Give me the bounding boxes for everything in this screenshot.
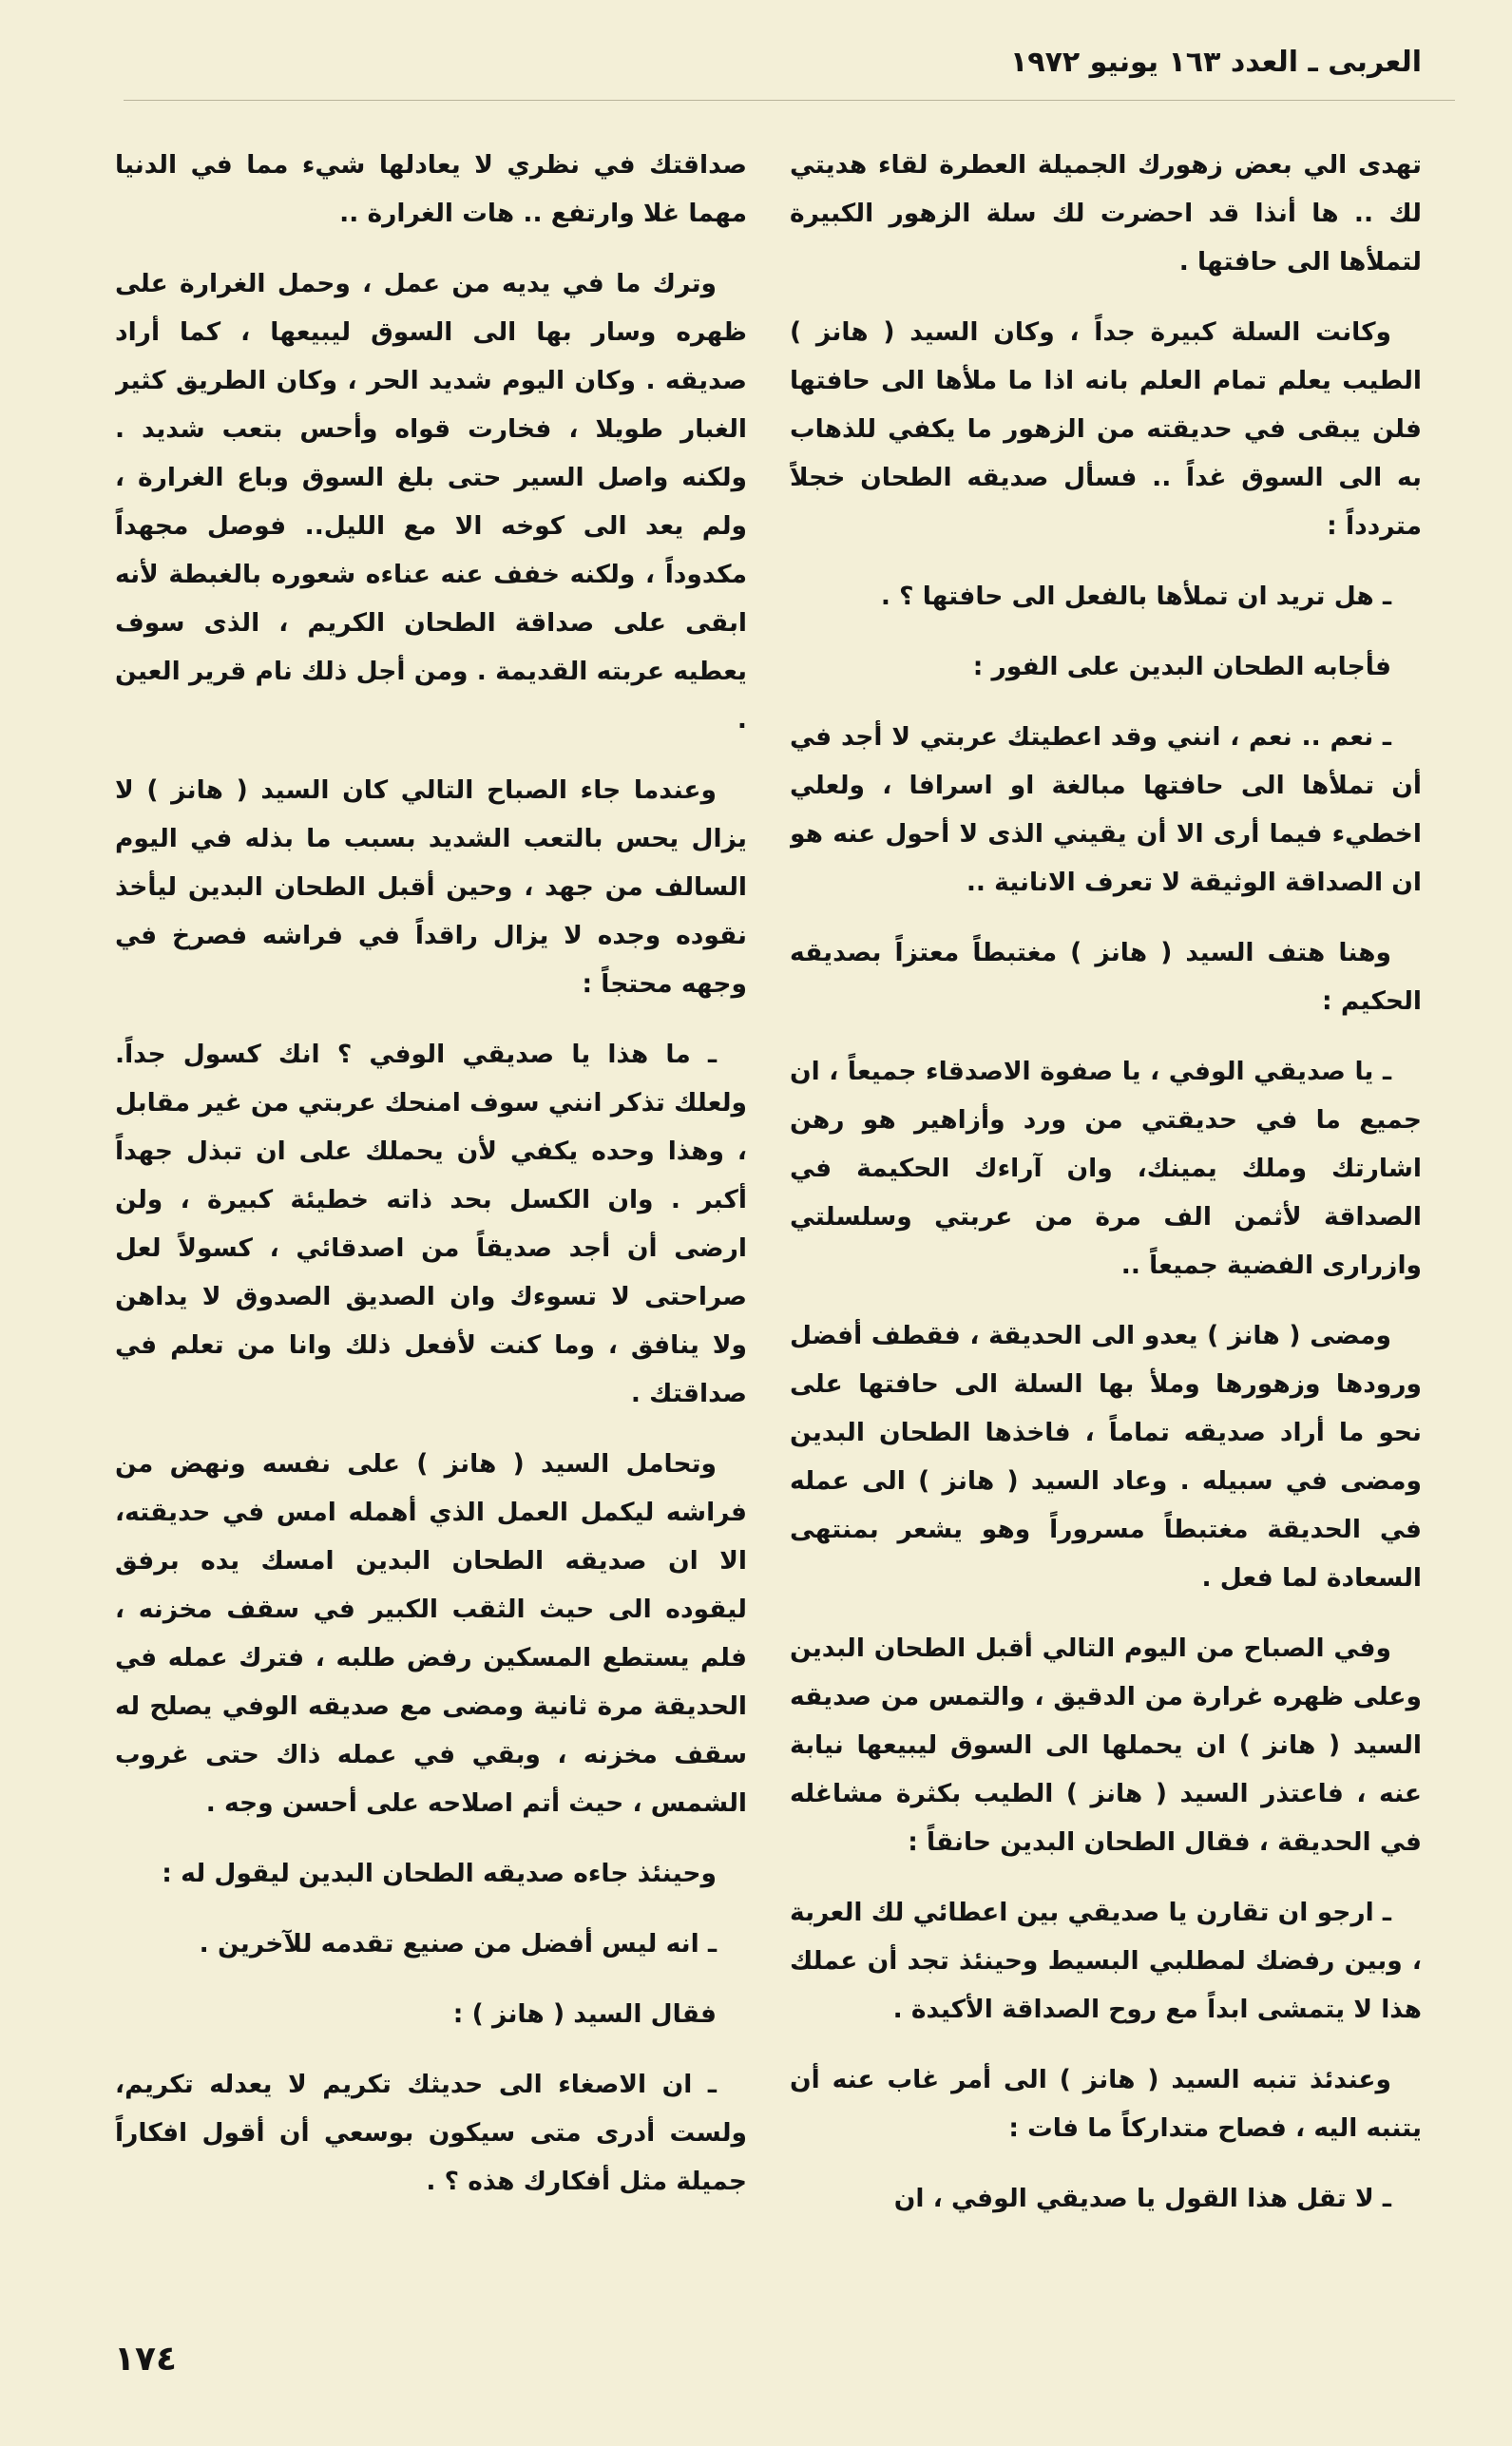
paragraph: فأجابه الطحان البدين على الفور :: [972, 652, 1391, 681]
paragraph: تهدى الي بعض زهورك الجميلة العطرة لقاء هديتي لك .. ها أنذا قد احضرت لك سلة الزهور الكبيرة لتملأها الى حافتها .: [790, 150, 1422, 277]
paragraph: وحينئذ جاءه صديقه الطحان البدين ليقول له :: [162, 1859, 717, 1888]
dialogue-line: ـ ان الاصغاء الى حديثك تكريم لا يعدله تكريم، ولست أدرى متى سيكون بوسعي أن أقول افكاراً جميلة مثل أفكارك هذه ؟ .: [115, 2070, 747, 2196]
paragraph: وترك ما في يديه من عمل ، وحمل الغرارة على ظهره وسار بها الى السوق ليبيعها ، كما أراد صديقه . وكان اليوم شديد الحر ، وكان الطريق كثير الغبار طويلا ، فخارت قواه وأحس بتعب شديد . ولكنه واصل السير حتى بلغ السوق وباع الغرارة ، ولم يعد الى كوخه الا مع الليل.. فوصل مجهداً مكدوداً ، ولكنه خفف عنه عناءه شعوره بالغبطة لأنه ابقى على صداقة الطحان الكريم ، الذى سوف يعطيه عربته القديمة . ومن أجل ذلك نام قرير العين .: [115, 269, 747, 735]
page-number: ١٧٤: [114, 2340, 177, 2379]
dialogue-line: ـ ارجو ان تقارن يا صديقي بين اعطائي لك العربة ، وبين رفضك لمطلبي البسيط وحينئذ تجد أن عملك هذا لا يتمشى ابداً مع روح الصداقة الأكيدة .: [790, 1898, 1422, 2024]
dialogue-line: ـ هل تريد ان تملأها بالفعل الى حافتها ؟ .: [880, 582, 1391, 611]
paragraph: وكانت السلة كبيرة جداً ، وكان السيد ( هانز ) الطيب يعلم تمام العلم بانه اذا ما ملأها الى حافتها فلن يبقى في حديقته من الزهور ما يكفي للذهاب به الى السوق غداً .. فسأل صديقه الطحان خجلاً متردداً :: [790, 317, 1422, 541]
dialogue-line: ـ يا صديقي الوفي ، يا صفوة الاصدقاء جميعاً ، ان جميع ما في حديقتي من ورد وأزاهير هو رهن اشارتك وملك يمينك، وان آراءك الحكيمة في الصداقة لأثمن الف مرة من عربتي وسلسلتي وازرارى الفضية جميعاً ..: [790, 1057, 1422, 1280]
dialogue-line: ـ ما هذا يا صديقي الوفي ؟ انك كسول جداً. ولعلك تذكر انني سوف امنحك عربتي من غير مقابل ، وهذا وحده يكفي لأن يحملك على ان تبذل جهداً أكبر . وان الكسل بحد ذاته خطيئة كبيرة ، ولن ارضى أن أجد صديقاً من اصدقائي ، كسولاً لعل صراحتى لا تسوءك وان الصديق الصدوق لا يداهن ولا ينافق ، وما كنت لأفعل ذلك وانا من تعلم في صداقتك .: [115, 1040, 747, 1408]
paragraph: وهنا هتف السيد ( هانز ) مغتبطاً معتزاً بصديقه الحكيم :: [790, 938, 1422, 1016]
header-rule: [124, 100, 1455, 101]
paragraph: وتحامل السيد ( هانز ) على نفسه ونهض من فراشه ليكمل العمل الذي أهمله امس في حديقته، الا ان صديقه الطحان البدين امسك يده برفق ليقوده الى حيث الثقب الكبير في سقف مخزنه ، فلم يستطع المسكين رفض طلبه ، فترك عمله في الحديقة مرة ثانية ومضى مع صديقه الوفي يصلح له سقف مخزنه ، وبقي في عمله ذاك حتى غروب الشمس ، حيث أتم اصلاحه على أحسن وجه .: [115, 1449, 747, 1818]
paragraph: وعندما جاء الصباح التالي كان السيد ( هانز ) لا يزال يحس بالتعب الشديد بسبب ما بذله في اليوم السالف من جهد ، وحين أقبل الطحان البدين ليأخذ نقوده وجده لا يزال راقداً في فراشه فصرخ في وجهه محتجاً :: [115, 775, 747, 999]
dialogue-line: ـ نعم .. نعم ، انني وقد اعطيتك عربتي لا أجد في أن تملأها الى حافتها مبالغة او اسرافا ، ولعلي اخطيء فيما أرى الا أن يقيني الذى لا أحول عنه هو ان الصداقة الوثيقة لا تعرف الانانية ..: [790, 722, 1422, 897]
running-header: العربى ـ العدد ١٦٣ يونيو ١٩٧٢: [1009, 46, 1422, 79]
paragraph: وعندئذ تنبه السيد ( هانز ) الى أمر غاب عنه أن يتنبه اليه ، فصاح متداركاً ما فات :: [790, 2065, 1422, 2143]
paragraph: فقال السيد ( هانز ) :: [452, 1999, 717, 2029]
dialogue-line: ـ انه ليس أفضل من صنيع تقدمه للآخرين .: [199, 1929, 717, 1959]
paragraph: صداقتك في نظري لا يعادلها شيء مما في الدنيا مهما غلا وارتفع .. هات الغرارة ..: [115, 150, 747, 228]
left-column: [115, 141, 747, 2288]
dialogue-line: ـ لا تقل هذا القول يا صديقي الوفي ، ان: [893, 2184, 1391, 2213]
paragraph: ومضى ( هانز ) يعدو الى الحديقة ، فقطف أفضل ورودها وزهورها وملأ بها السلة الى حافتها على نحو ما أراد صديقه تماماً ، فاخذها الطحان البدين ومضى في سبيله . وعاد السيد ( هانز ) الى عمله في الحديقة مغتبطاً مسروراً وهو يشعر بمنتهى السعادة لما فعل .: [790, 1321, 1422, 1593]
paragraph: وفي الصباح من اليوم التالي أقبل الطحان البدين وعلى ظهره غرارة من الدقيق ، والتمس من صديقه السيد ( هانز ) ان يحملها الى السوق ليبيعها نيابة عنه ، فاعتذر السيد ( هانز ) الطيب بكثرة مشاغله في الحديقة ، فقال الطحان البدين حانقاً :: [790, 1634, 1422, 1857]
right-column: [790, 141, 1422, 2288]
